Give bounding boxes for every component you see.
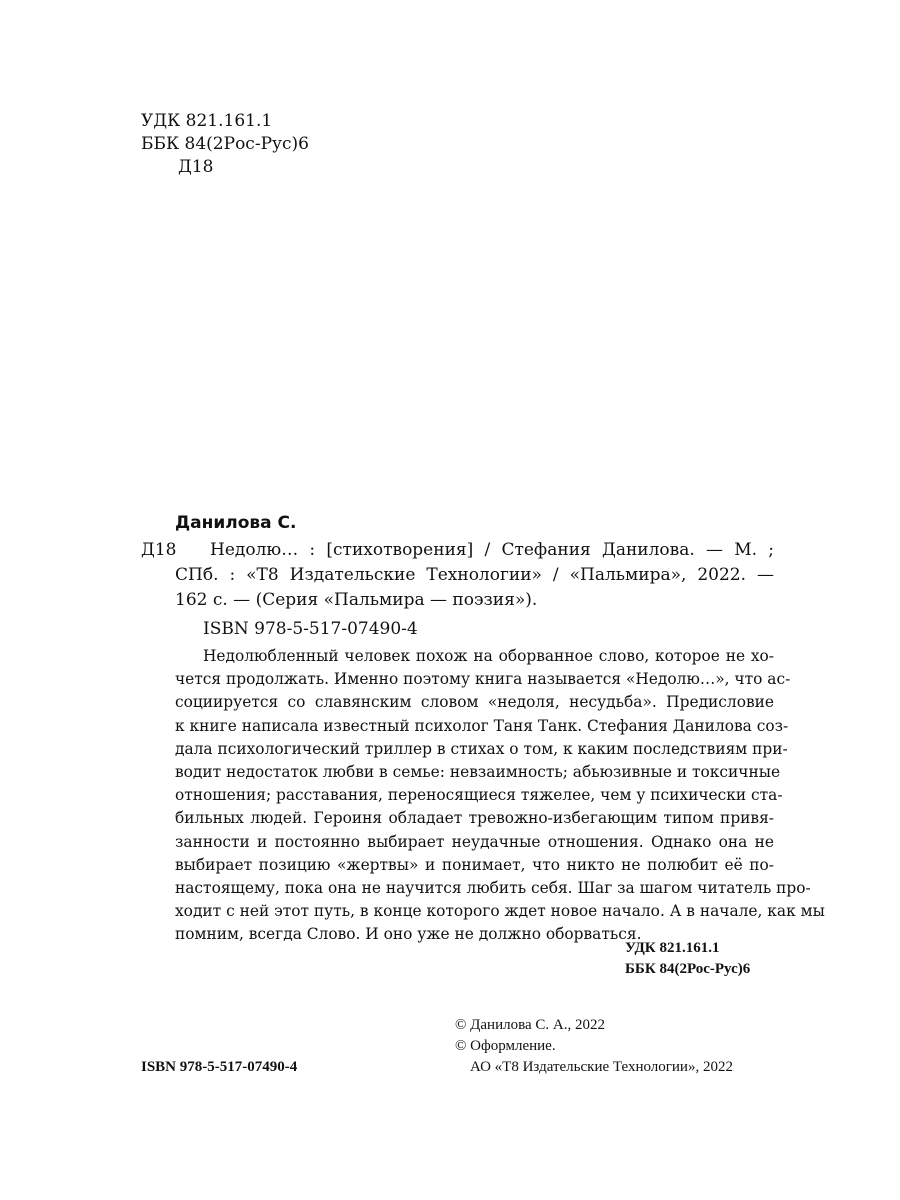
record-line-1	[210, 538, 774, 563]
record-author: Данилова С.	[175, 513, 297, 533]
index-block-bottom	[625, 938, 750, 980]
record-isbn: ISBN 978-5-517-07490-4	[203, 619, 418, 639]
annotation-line: бильных людей. Героиня обладает тревожно-избегающим типом привя-	[175, 809, 774, 828]
bbk-code: ББК 84(2Рос-Рус)6	[141, 134, 309, 154]
annotation-line: занности и постоянно выбирает неудачные отношения. Однако она не	[175, 832, 774, 851]
udk-code: УДК 821.161.1	[141, 111, 273, 131]
bbk-code-bottom: ББК 84(2Рос-Рус)6	[625, 961, 751, 977]
annotation-line: социируется со славянским словом «недоля, несудьба». Предисловие	[175, 693, 774, 712]
author-mark: Д18	[178, 157, 214, 177]
record-code: Д18	[141, 540, 177, 560]
copyright-design: © Оформление.	[455, 1038, 556, 1054]
annotation-line: Недолюбленный человек похож на оборванное слово, которое не хо-	[203, 647, 774, 665]
annotation-line: водит недостаток любви в семье: невзаимность; абьюзивные и токсичные	[175, 763, 781, 782]
annotation-line: выбирает позицию «жертвы» и понимает, что никто не полюбит её по-	[175, 855, 774, 874]
index-block-top	[141, 110, 309, 179]
annotation-line: к книге написала известный психолог Таня Танк. Стефания Данилова соз-	[175, 716, 789, 735]
annotation-line: помним, всегда Слово. И оно уже не должно оборваться.	[175, 925, 642, 944]
annotation-line: дала психологический триллер в стихах о том, к каким последствиям при-	[175, 739, 788, 758]
record-title-line: Недолю… : [стихотворения] / Стефания Данилова. — М. ;	[210, 540, 774, 560]
annotation	[175, 645, 825, 947]
annotation-line: чется продолжать. Именно поэтому книга называется «Недолю…», что ас-	[175, 670, 791, 689]
copyright-block	[455, 1015, 733, 1078]
record-publisher-line: СПб. : «Т8 Издательские Технологии» / «Пальмира», 2022. —	[175, 565, 774, 585]
udk-code-bottom: УДК 821.161.1	[625, 940, 720, 956]
annotation-line: ходит с ней этот путь, в конце которого ждет новое начало. А в начале, как мы	[175, 902, 825, 921]
copyright-author: © Данилова С. А., 2022	[455, 1017, 605, 1033]
copyright-publisher: АО «Т8 Издательские Технологии», 2022	[470, 1059, 733, 1075]
record-line-2	[175, 563, 774, 588]
annotation-line: отношения; расставания, переносящиеся тяжелее, чем у психически ста-	[175, 786, 783, 805]
record-line-3: 162 с. — (Серия «Пальмира — поэзия»).	[175, 590, 538, 610]
footer-isbn: ISBN 978-5-517-07490-4	[141, 1059, 298, 1075]
annotation-line: настоящему, пока она не научится любить себя. Шаг за шагом читатель про-	[175, 879, 811, 898]
